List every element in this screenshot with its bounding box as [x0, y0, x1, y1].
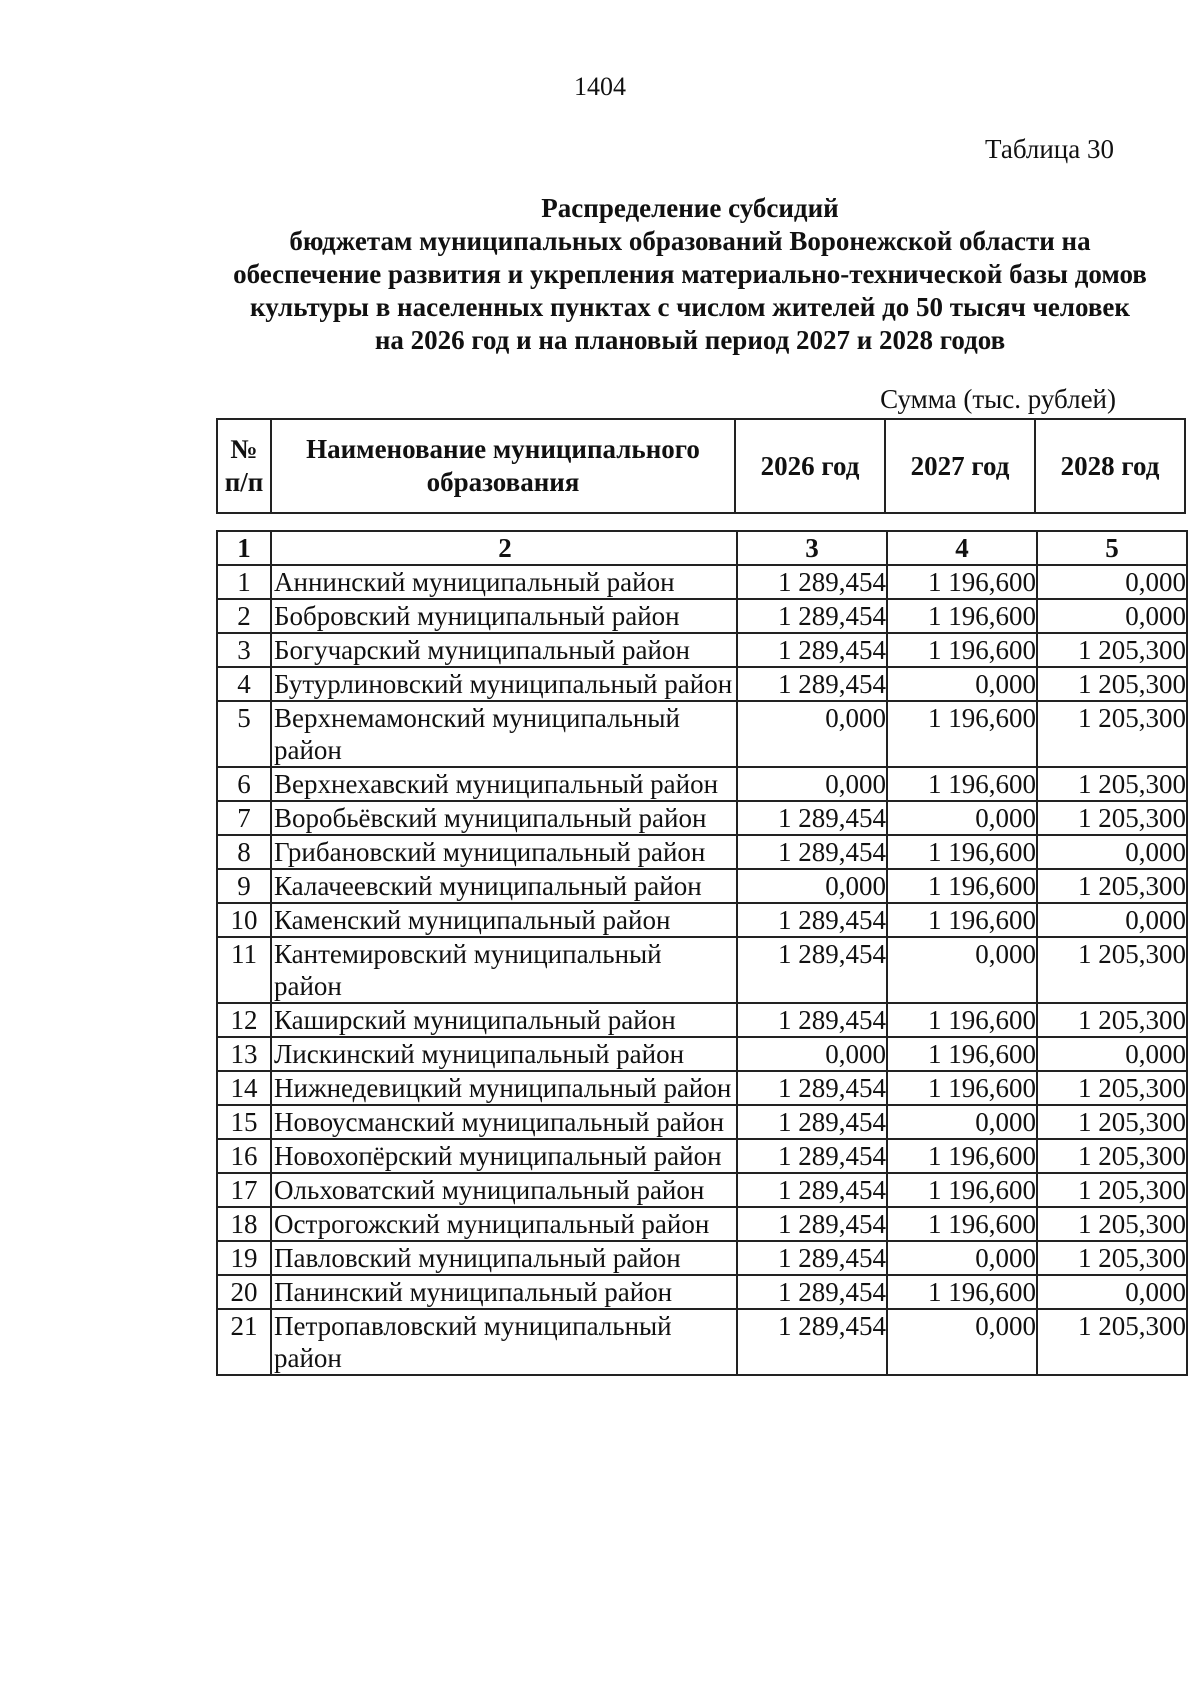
column-number: 3 [737, 531, 887, 565]
table-row [217, 937, 1187, 1003]
header-2027: 2027 год [885, 419, 1035, 513]
municipality-name: Новохопёрский муниципальный район [271, 1139, 737, 1173]
value-2026: 1 289,454 [737, 835, 887, 869]
value-2027: 0,000 [887, 667, 1037, 701]
value-2027: 1 196,600 [887, 767, 1037, 801]
municipality-name: Панинский муниципальный район [271, 1275, 737, 1309]
title-line: Распределение субсидий [541, 193, 839, 223]
row-number: 5 [217, 701, 271, 767]
value-2027: 1 196,600 [887, 1139, 1037, 1173]
table-row [217, 1003, 1187, 1037]
row-number: 16 [217, 1139, 271, 1173]
table-row [217, 1105, 1187, 1139]
row-number: 3 [217, 633, 271, 667]
table-row [217, 633, 1187, 667]
municipality-name: Нижнедевицкий муниципальный район [271, 1071, 737, 1105]
row-number: 7 [217, 801, 271, 835]
value-2028: 0,000 [1037, 599, 1187, 633]
row-number: 19 [217, 1241, 271, 1275]
table-row [217, 701, 1187, 767]
municipality-name: Калачеевский муниципальный район [271, 869, 737, 903]
header-name-line1: Наименование муниципального [306, 434, 700, 464]
value-2026: 1 289,454 [737, 1309, 887, 1375]
title-line: обеспечение развития и укрепления материально-технической базы домов [233, 259, 1147, 289]
value-2028: 1 205,300 [1037, 1309, 1187, 1375]
header-name-line2: образования [426, 467, 580, 497]
value-2027: 1 196,600 [887, 869, 1037, 903]
value-2027: 1 196,600 [887, 1275, 1037, 1309]
table-row [217, 1275, 1187, 1309]
value-2026: 0,000 [737, 701, 887, 767]
row-number: 12 [217, 1003, 271, 1037]
row-number: 6 [217, 767, 271, 801]
header-num-line2: п/п [224, 467, 264, 497]
value-2028: 1 205,300 [1037, 1241, 1187, 1275]
value-2028: 1 205,300 [1037, 1071, 1187, 1105]
value-2028: 1 205,300 [1037, 869, 1187, 903]
row-number: 13 [217, 1037, 271, 1071]
municipality-name: Грибановский муниципальный район [271, 835, 737, 869]
municipality-name: Острогожский муниципальный район [271, 1207, 737, 1241]
row-number: 18 [217, 1207, 271, 1241]
header-num [217, 419, 271, 513]
row-number: 17 [217, 1173, 271, 1207]
table-row [217, 667, 1187, 701]
row-number: 10 [217, 903, 271, 937]
value-2027: 1 196,600 [887, 1037, 1037, 1071]
table-row [217, 835, 1187, 869]
value-2026: 1 289,454 [737, 633, 887, 667]
row-number: 4 [217, 667, 271, 701]
municipality-name: Богучарский муниципальный район [271, 633, 737, 667]
row-number: 20 [217, 1275, 271, 1309]
municipality-name: Бутурлиновский муниципальный район [271, 667, 737, 701]
row-number: 21 [217, 1309, 271, 1375]
value-2027: 0,000 [887, 801, 1037, 835]
value-2027: 1 196,600 [887, 835, 1037, 869]
data-table [216, 530, 1188, 1376]
municipality-name: Лискинский муниципальный район [271, 1037, 737, 1071]
header-2026: 2026 год [735, 419, 885, 513]
municipality-name: Кантемировский муниципальный район [271, 937, 737, 1003]
value-2027: 1 196,600 [887, 565, 1037, 599]
municipality-name: Верхнемамонский муниципальный район [271, 701, 737, 767]
value-2027: 1 196,600 [887, 1071, 1037, 1105]
value-2026: 1 289,454 [737, 903, 887, 937]
value-2028: 1 205,300 [1037, 701, 1187, 767]
header-name [271, 419, 735, 513]
value-2028: 1 205,300 [1037, 767, 1187, 801]
municipality-name: Аннинский муниципальный район [271, 565, 737, 599]
page-number: 1404 [574, 72, 626, 101]
table-row [217, 1241, 1187, 1275]
municipality-name: Воробьёвский муниципальный район [271, 801, 737, 835]
table-label: Таблица 30 [985, 134, 1114, 164]
municipality-name: Верхнехавский муниципальный район [271, 767, 737, 801]
value-2027: 0,000 [887, 1105, 1037, 1139]
table-row [217, 1071, 1187, 1105]
document-title [200, 192, 1180, 357]
value-2028: 0,000 [1037, 1037, 1187, 1071]
value-2028: 1 205,300 [1037, 633, 1187, 667]
value-2027: 1 196,600 [887, 903, 1037, 937]
value-2028: 1 205,300 [1037, 937, 1187, 1003]
table-row [217, 1309, 1187, 1375]
municipality-name: Каширский муниципальный район [271, 1003, 737, 1037]
table-row [217, 1207, 1187, 1241]
value-2026: 1 289,454 [737, 1207, 887, 1241]
table-row [217, 1173, 1187, 1207]
table-row [217, 801, 1187, 835]
value-2026: 1 289,454 [737, 1071, 887, 1105]
value-2027: 1 196,600 [887, 701, 1037, 767]
value-2026: 1 289,454 [737, 801, 887, 835]
row-number: 11 [217, 937, 271, 1003]
value-2026: 1 289,454 [737, 1139, 887, 1173]
row-number: 15 [217, 1105, 271, 1139]
header-num-line1: № [230, 434, 258, 464]
table-row [217, 1139, 1187, 1173]
header-row [217, 419, 1185, 513]
row-number: 2 [217, 599, 271, 633]
value-2028: 1 205,300 [1037, 1003, 1187, 1037]
value-2026: 1 289,454 [737, 565, 887, 599]
data-table-body [217, 531, 1187, 1375]
value-2027: 1 196,600 [887, 1207, 1037, 1241]
value-2027: 1 196,600 [887, 633, 1037, 667]
table-row [217, 1037, 1187, 1071]
value-2028: 1 205,300 [1037, 1207, 1187, 1241]
value-2027: 1 196,600 [887, 599, 1037, 633]
value-2027: 0,000 [887, 1309, 1037, 1375]
title-line: культуры в населенных пунктах с числом жителей до 50 тысяч человек [250, 292, 1130, 322]
header-2028: 2028 год [1035, 419, 1185, 513]
value-2028: 0,000 [1037, 1275, 1187, 1309]
table-row [217, 767, 1187, 801]
column-number: 4 [887, 531, 1037, 565]
municipality-name: Петропавловский муниципальный район [271, 1309, 737, 1375]
value-2028: 1 205,300 [1037, 667, 1187, 701]
value-2028: 1 205,300 [1037, 1173, 1187, 1207]
value-2028: 0,000 [1037, 565, 1187, 599]
value-2026: 1 289,454 [737, 1241, 887, 1275]
municipality-name: Павловский муниципальный район [271, 1241, 737, 1275]
value-2026: 0,000 [737, 1037, 887, 1071]
table-row [217, 565, 1187, 599]
row-number: 1 [217, 565, 271, 599]
column-numbers-row [217, 531, 1187, 565]
column-number: 1 [217, 531, 271, 565]
value-2026: 1 289,454 [737, 1105, 887, 1139]
value-2027: 0,000 [887, 1241, 1037, 1275]
value-2027: 1 196,600 [887, 1173, 1037, 1207]
value-2028: 0,000 [1037, 835, 1187, 869]
value-2026: 1 289,454 [737, 1275, 887, 1309]
row-number: 9 [217, 869, 271, 903]
municipality-name: Каменский муниципальный район [271, 903, 737, 937]
row-number: 14 [217, 1071, 271, 1105]
value-2026: 0,000 [737, 767, 887, 801]
value-2028: 1 205,300 [1037, 801, 1187, 835]
value-2028: 1 205,300 [1037, 1105, 1187, 1139]
value-2026: 1 289,454 [737, 937, 887, 1003]
municipality-name: Ольховатский муниципальный район [271, 1173, 737, 1207]
title-line: на 2026 год и на плановый период 2027 и 2028 годов [374, 325, 1006, 355]
table-row [217, 869, 1187, 903]
column-number: 2 [271, 531, 737, 565]
table-header [216, 418, 1186, 514]
value-2026: 1 289,454 [737, 667, 887, 701]
title-line: бюджетам муниципальных образований Воронежской области на [289, 226, 1091, 256]
table-row [217, 903, 1187, 937]
municipality-name: Новоусманский муниципальный район [271, 1105, 737, 1139]
value-2026: 1 289,454 [737, 1173, 887, 1207]
row-number: 8 [217, 835, 271, 869]
value-2027: 1 196,600 [887, 1003, 1037, 1037]
table-row [217, 599, 1187, 633]
value-2026: 1 289,454 [737, 599, 887, 633]
column-number: 5 [1037, 531, 1187, 565]
municipality-name: Бобровский муниципальный район [271, 599, 737, 633]
value-2028: 0,000 [1037, 903, 1187, 937]
units-label: Сумма (тыс. рублей) [880, 384, 1116, 414]
value-2027: 0,000 [887, 937, 1037, 1003]
value-2026: 0,000 [737, 869, 887, 903]
value-2026: 1 289,454 [737, 1003, 887, 1037]
value-2028: 1 205,300 [1037, 1139, 1187, 1173]
